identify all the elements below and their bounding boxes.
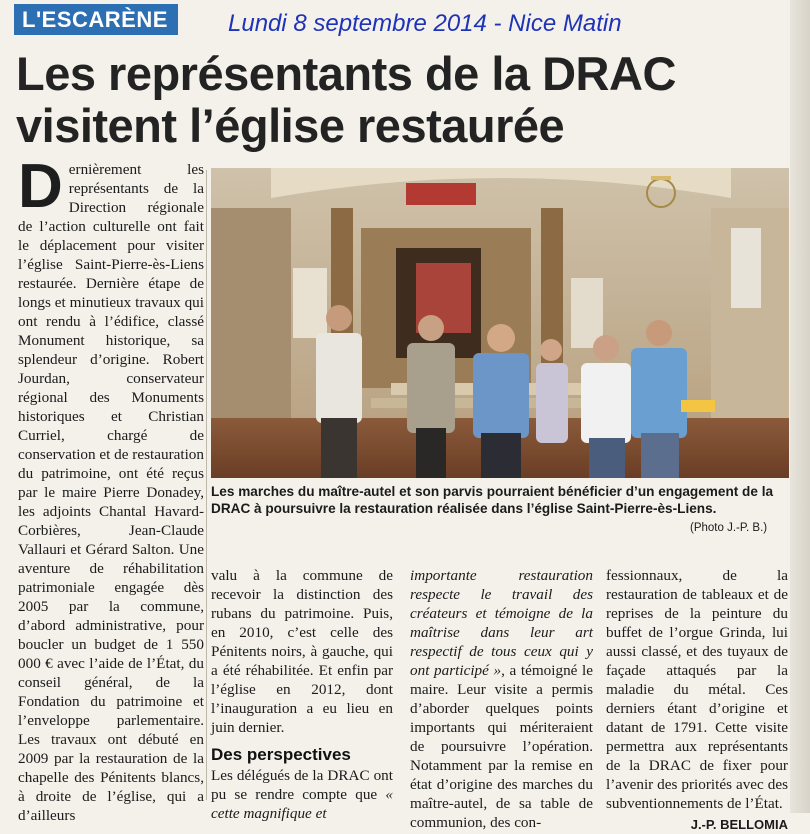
article-column-1: [18, 152, 204, 825]
subheading: Des perspectives: [211, 745, 351, 764]
photo-caption: Les marches du maître-autel et son parvis pourraient bénéficier d’un engagement de la DRAC à poursuivre la restauration réalisée dans l’église Saint-Pierre-ès-Liens.: [211, 484, 774, 516]
headline-line-2: visitent l’église restaurée: [16, 99, 565, 152]
article-text-col2a: valu à la commune de recevoir la distinction des rubans du patrimoine. Puis, en 2010, c’est celle des Pénitents noirs, à gauche, qui a été réhabilitée. Et enfin par l’église en 2012, dont l’inauguration a eu lieu en juin dernier.: [211, 567, 393, 736]
section-label: L'ESCARÈNE: [14, 4, 178, 35]
article-column-4: [606, 566, 788, 834]
column-divider: [206, 170, 207, 800]
article-column-3: [410, 566, 593, 832]
drop-cap: D: [18, 152, 63, 221]
article-column-2: [211, 566, 393, 823]
photo-credit: (Photo J.-P. B.): [690, 522, 768, 534]
article-text-col2b: Les délégués de la DRAC ont pu se rendre compte que: [211, 767, 393, 803]
article-text-col1: ernièrement les représentants de la Direction régionale de l’action culturelle ont fait le déplacement pour visiter l’église Saint-Pierre-ès-Liens restaurée. Dernière étape de longs et minutieux travaux qui ont rendu à l’édifice, classé Monument historique, sa splendeur d’origine. Robert Jourdan, conservateur régional des Monuments historiques et Christian Curriel, chargé de conservation et de restauration du patrimoine, ont été reçus par le maire Pierre Donadey, les adjoints Chantal Havard-Corbières, Jean-Claude Vallauri et Gérard Salton. Une aventure de réhabilitation patrimoniale engagée dès 2005 par la commune, d’abord administrative, pour boucler un budget de 1 550 000 € avec l’aide de l’État, du conseil général, de la Fondation du patrimoine et l’enveloppe parlementaire. Les travaux ont débuté en 2009 par la restauration de la chapelle des Pénitents blancs, à droite de l’église, qui a d’ailleurs: [18, 161, 204, 824]
headline: [16, 48, 776, 152]
article-text-col4: fessionnaux, de la restauration de tableaux et de reprises de la peinture du buffet de l’orgue Grinda, lui aussi classé, et des tuyaux de façade attaqués par la maladie du métal. Ces derniers étant d’origine et datant de 1791. Cette visite permettra aux représentants de la DRAC de fixer pour l’avenir des priorités avec des subventionnements de l’État.: [606, 567, 788, 812]
byline: J.-P. BELLOMIA: [690, 817, 788, 832]
church-interior-image: [211, 168, 789, 478]
headline-line-1: Les représentants de la DRAC: [16, 47, 676, 100]
dateline: Lundi 8 septembre 2014 - Nice Matin: [228, 10, 622, 37]
article-text-col3: , a témoigné le maire. Leur visite a permis d’aborder quelques points importants qui mériteraient de poursuivre l’opération. Notamment par la remise en état d’origine des marches du maître-autel, de sa table de communion, des con-: [410, 662, 593, 831]
quote-continued: importante restauration respecte le travail des créateurs et témoigne de la maîtrise dans leur art respectif de tous ceux qui y ont participé »: [410, 567, 593, 679]
quote-start: « cette magnifique et: [211, 786, 393, 822]
church-photo: [211, 168, 789, 478]
page-edge: [790, 0, 810, 813]
